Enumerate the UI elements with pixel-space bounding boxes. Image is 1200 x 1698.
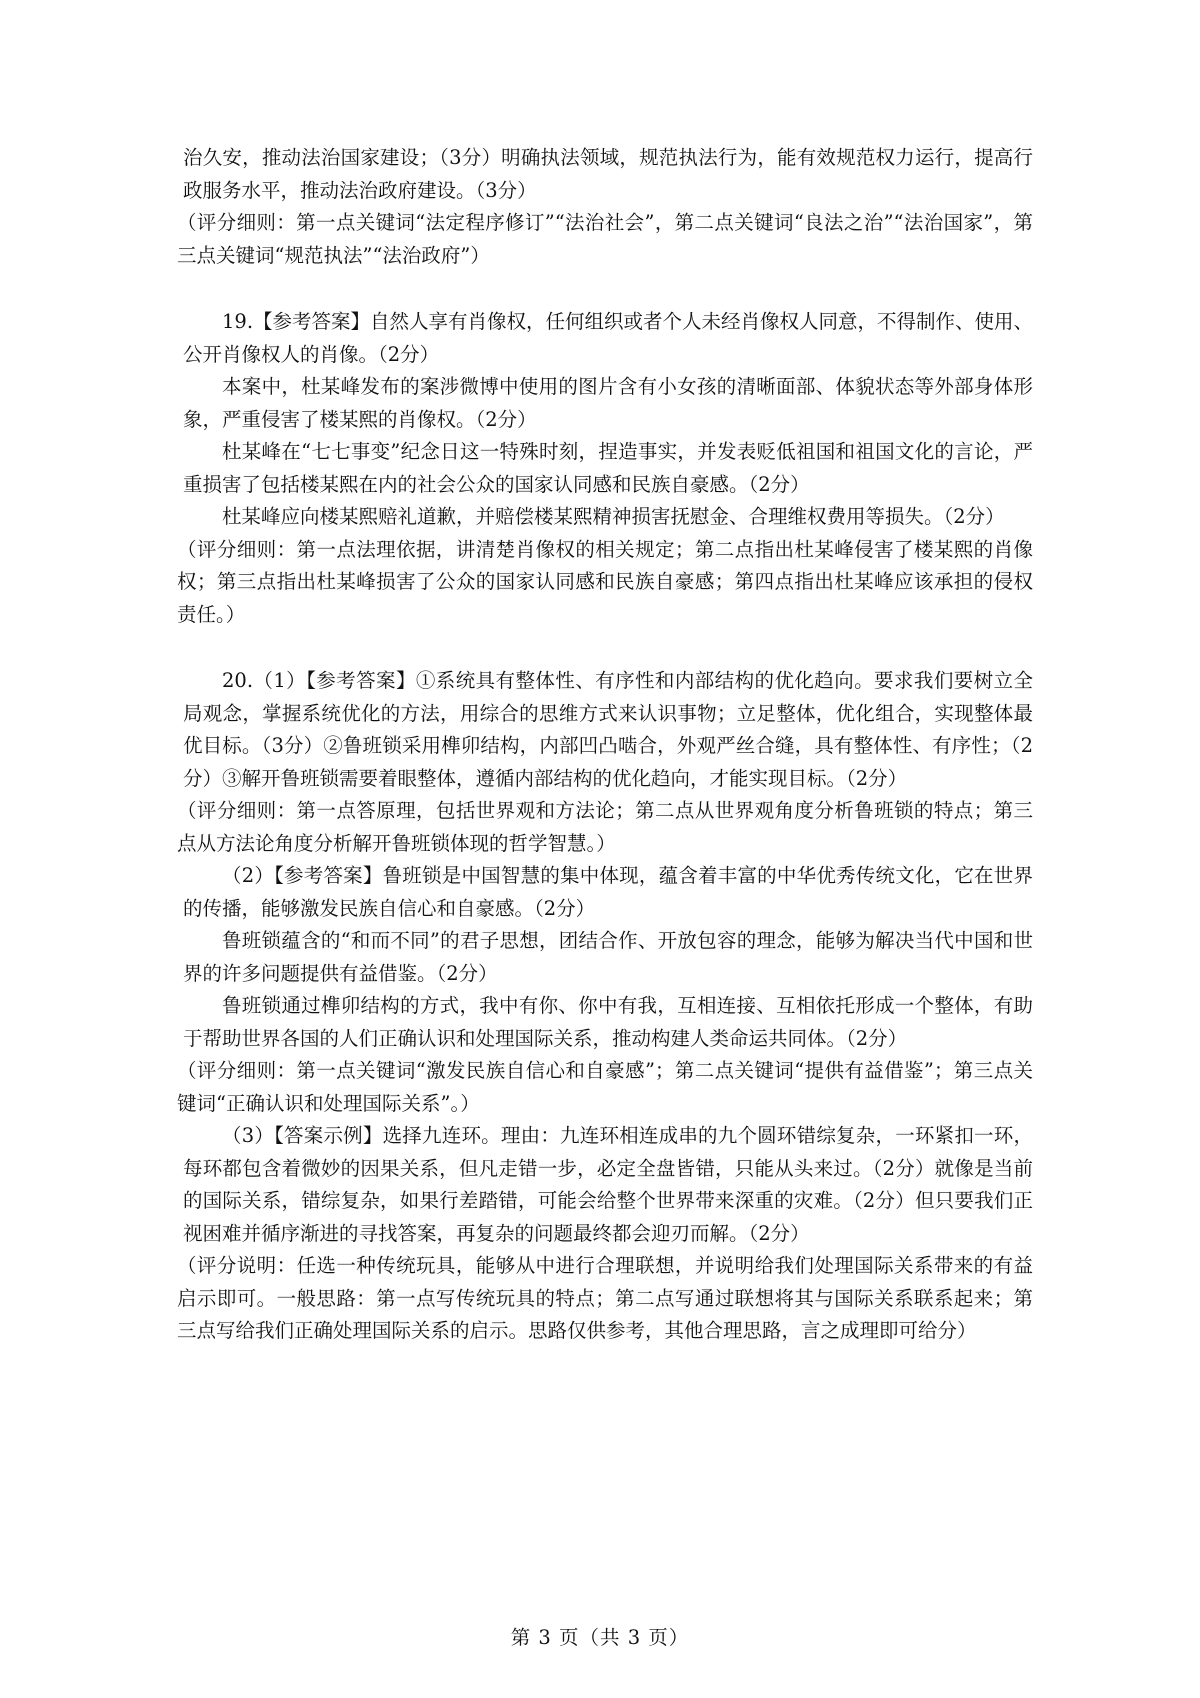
q18-answer-tail: 治久安，推动法治国家建设；（3分）明确执法领域，规范执法行为，能有效规范权力运行，提高行政服务水平，推动法治政府建设。（3分）	[183, 146, 1033, 202]
q19-paragraph-4: 杜某峰应向楼某熙赔礼道歉，并赔偿楼某熙精神损害抚慰金、合理维权费用等损失。（2分）	[222, 505, 1005, 528]
q20-part2-scoring-note: （评分细则：第一点关键词“激发民族自信心和自豪感”；第二点关键词“提供有益借鉴”；第三点关键词“正确认识和处理国际关系”。）	[177, 1059, 1033, 1115]
q19-scoring-note: （评分细则：第一点法理依据，讲清楚肖像权的相关规定；第二点指出杜某峰侵害了楼某熙的肖像权；第三点指出杜某峰损害了公众的国家认同感和民族自豪感；第四点指出杜某峰应该承担的侵权责任。）	[177, 537, 1033, 626]
q19-paragraph-3: 杜某峰在“七七事变”纪念日这一特殊时刻，捏造事实，并发表贬低祖国和祖国文化的言论，严重损害了包括楼某熙在内的社会公众的国家认同感和民族自豪感。（2分）	[183, 440, 1033, 496]
q20-part3-answer: （3）【答案示例】选择九连环。理由：九连环相连成串的九个圆环错综复杂，一环紧扣一环，每环都包含着微妙的因果关系，但凡走错一步，必定全盘皆错，只能从头来过。（2分）就像是当前的国际关系，错综复杂，如果行差踏错，可能会给整个世界带来深重的灾难。（2分）但只要我们正视困难并循序渐进的寻找答案，再复杂的问题最终都会迎刃而解。（2分）	[183, 1124, 1033, 1245]
q20-part2-answer: （2）【参考答案】鲁班锁是中国智慧的集中体现，蕴含着丰富的中华优秀传统文化，它在世界的传播，能够激发民族自信心和自豪感。（2分）	[183, 864, 1033, 920]
spacer	[183, 272, 1033, 306]
q19-answer: 19.【参考答案】自然人享有肖像权，任何组织或者个人未经肖像权人同意，不得制作、使用、公开肖像权人的肖像。（2分）	[183, 310, 1034, 366]
document-body	[177, 142, 1034, 1348]
q20-part2-paragraph-2: 鲁班锁蕴含的“和而不同”的君子思想，团结合作、开放包容的理念，能够为解决当代中国和世界的许多问题提供有益借鉴。（2分）	[183, 929, 1033, 985]
page-number-footer: 第 3 页（共 3 页）	[510, 1626, 690, 1649]
q18-scoring-note: （评分细则：第一点关键词“法定程序修订”“法治社会”，第二点关键词“良法之治”“法治国家”，第三点关键词“规范执法”“法治政府”）	[177, 211, 1033, 267]
q20-part1-answer: 20.（1）【参考答案】①系统具有整体性、有序性和内部结构的优化趋向。要求我们要树立全局观念，掌握系统优化的方法，用综合的思维方式来认识事物；立足整体，优化组合，实现整体最优目标。（3分）②鲁班锁采用榫卯结构，内部凹凸啮合，外观严丝合缝，具有整体性、有序性；（2分）③解开鲁班锁需要着眼整体，遵循内部结构的优化趋向，才能实现目标。（2分）	[183, 669, 1033, 790]
q20-part2-paragraph-3: 鲁班锁通过榫卯结构的方式，我中有你、你中有我，互相连接、互相依托形成一个整体，有助于帮助世界各国的人们正确认识和处理国际关系，推动构建人类命运共同体。（2分）	[183, 994, 1033, 1050]
spacer	[183, 631, 1033, 665]
q20-part1-scoring-note: （评分细则：第一点答原理，包括世界观和方法论；第二点从世界观角度分析鲁班锁的特点；第三点从方法论角度分析解开鲁班锁体现的哲学智慧。）	[177, 799, 1033, 855]
q19-paragraph-2: 本案中，杜某峰发布的案涉微博中使用的图片含有小女孩的清晰面部、体貌状态等外部身体形象，严重侵害了楼某熙的肖像权。（2分）	[183, 375, 1033, 431]
q20-part3-scoring-note: （评分说明：任选一种传统玩具，能够从中进行合理联想，并说明给我们处理国际关系带来的有益启示即可。一般思路：第一点写传统玩具的特点；第二点写通过联想将其与国际关系联系起来；第三点写给我们正确处理国际关系的启示。思路仅供参考，其他合理思路，言之成理即可给分）	[177, 1254, 1033, 1342]
